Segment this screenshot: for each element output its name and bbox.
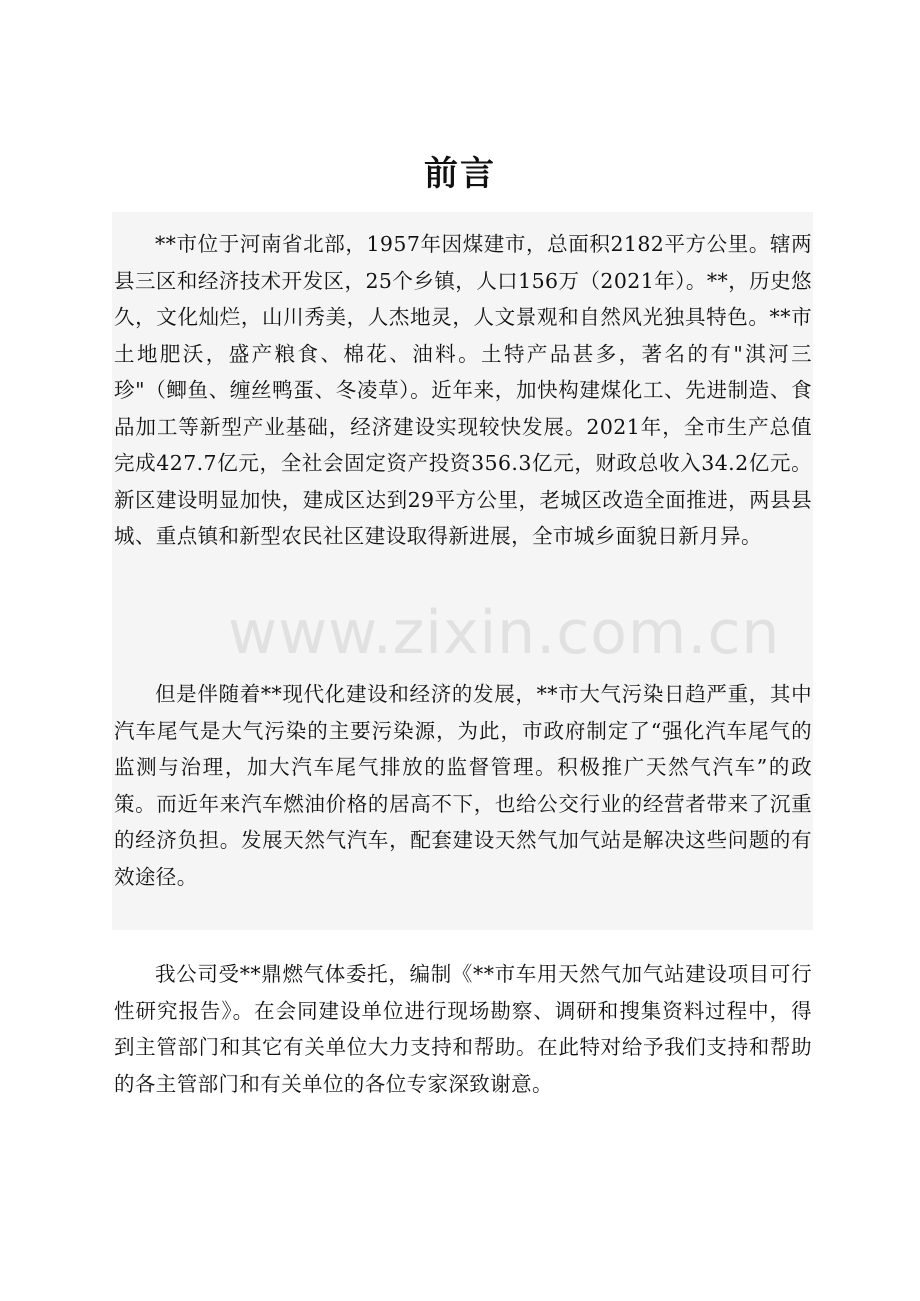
paragraph-pollution: 但是伴随着**现代化建设和经济的发展，**市大气污染日趋严重，其中汽车尾气是大气污染的主要污染源，为此，市政府制定了“强化汽车尾气的监测与治理，加大汽车尾气排放的监督管理。积极推广天然气汽车”的政策。而近年来汽车燃油价格的居高不下，也给公交行业的经营者带来了沉重的经济负担。发展天然气汽车，配套建设天然气加气站是解决这些问题的有效途径。 <box>114 682 812 889</box>
paragraph-acknowledgement: 我公司受**鼎燃气体委托，编制《**市车用天然气加气站建设项目可行性研究报告》。在会同建设单位进行现场勘察、调研和搜集资料过程中，得到主管部门和其它有关单位大力支持和帮助。在此特对给予我们支持和帮助的各主管部门和有关单位的各位专家深致谢意。 <box>114 962 812 1096</box>
paragraph-intro: **市位于河南省北部，1957年因煤建市，总面积2182平方公里。辖两县三区和经济技术开发区，25个乡镇，人口156万（2021年）。**，历史悠久，文化灿烂，山川秀美，人杰地灵，人文景观和自然风光独具特色。**市土地肥沃，盛产粮食、棉花、油料。土特产品甚多，著名的有"淇河三珍"（鲫鱼、缠丝鸭蛋、冬凌草）。近年来，加快构建煤化工、先进制造、食品加工等新型产业基础，经济建设实现较快发展。2021年，全市生产总值完成427.7亿元，全社会固定资产投资356.3亿元，财政总收入34.2亿元。新区建设明显加快，建成区达到29平方公里，老城区改造全面推进，两县县城、重点镇和新型农民社区建设取得新进展，全市城乡面貌日新月异。 <box>114 232 812 548</box>
page-title: 前言 <box>424 154 496 194</box>
